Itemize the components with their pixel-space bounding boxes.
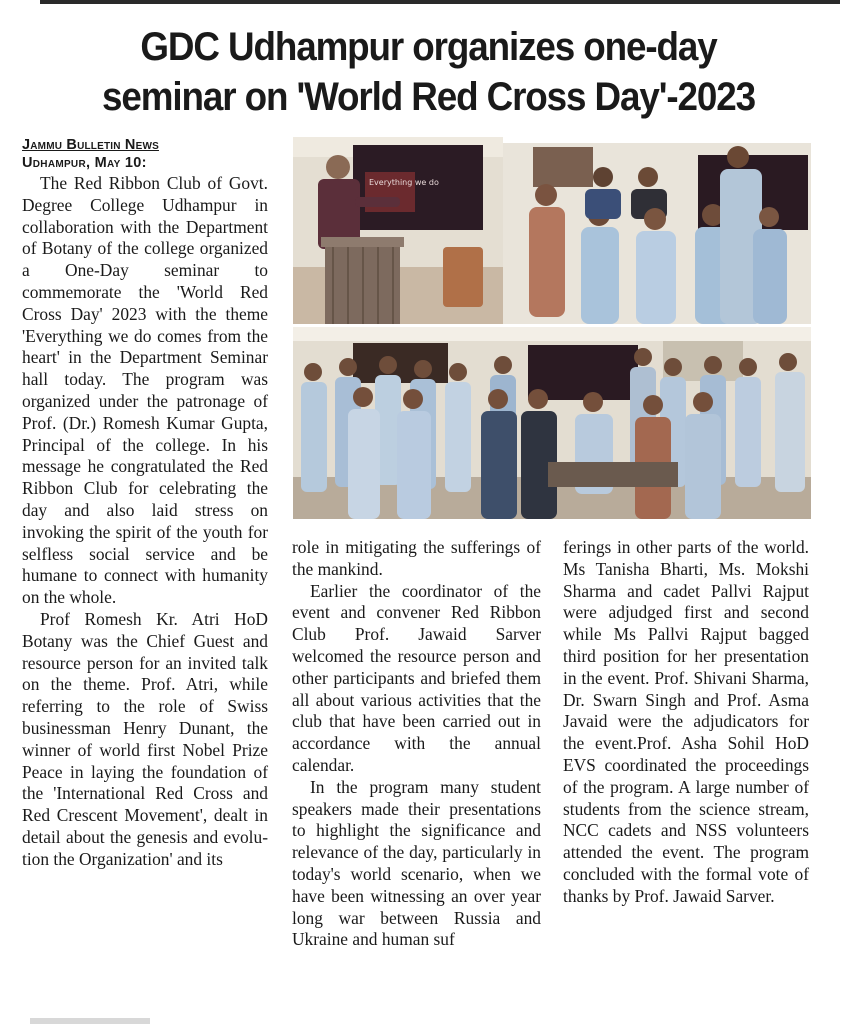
next-article-fragment xyxy=(30,1018,150,1024)
article-column-1 xyxy=(22,137,268,871)
dateline: Udhampur, May 10: xyxy=(22,155,147,171)
paragraph-1: The Red Ribbon Club of Govt. Degree College Udhampur in collaboration with the Department of Botany of the college organized a One-Day seminar to commemorate the 'World Red Cross Day' 2023 with the theme 'Everything we do comes from the heart' in the Department Seminar hall today. The program was organized under the patronage of Prof. (Dr.) Romesh Kumar Gupta, Principal of the college. In his message he congratulated the Red Ribbon Club for celebrating the day and also laid stress on invoking the spirit of the youth for selfless social service and be humane to connect with humanity on the whole. xyxy=(22,173,268,608)
article-column-2 xyxy=(292,537,541,951)
headline-line-2: seminar on 'World Red Cross Day'-2023 xyxy=(102,75,755,119)
paragraph-4: In the program many student speakers made their presentations to highlight the significance and relevance of the day, particularly in today's world scenario, when we have been witnessing an over year long war between Russia and Ukraine and human suf xyxy=(292,776,541,950)
paragraph-2-continued: role in mitigating the sufferings of the mankind. xyxy=(292,537,541,579)
seminar-photo-bottom xyxy=(293,327,811,519)
paragraph-4-continued: ferings in other parts of the world. Ms Tanisha Bharti, Ms. Mokshi Sharma and cadet Pallvi Rajput were adjudged first and second while Ms Pallvi Rajput bagged third position for her presentation in the event. Prof. Shivani Sharma, Dr. Swarn Singh and Prof. Asma Javaid were the adjudicators for the event.Prof. Asha Sohil HoD EVS coordinated the proceedings of the program. A large number of students from the science stream, NCC cadets and NSS volunteers attended the event. The program concluded with the formal vote of thanks by Prof. Jawaid Sarver. xyxy=(563,537,809,906)
top-rule xyxy=(40,0,840,4)
seminar-photo-top xyxy=(293,137,811,324)
screen-text: Everything we do xyxy=(369,178,439,187)
paragraph-3: Earlier the coordinator of the event and convener Red Ribbon Club Prof. Jawaid Sarver welcomed the resource person and other participants and briefed them all about various activities that the club that have been carried out in accordance with the annual calendar. xyxy=(292,580,541,775)
headline-line-1: GDC Udhampur organizes one-day xyxy=(140,25,717,69)
headline xyxy=(34,22,822,122)
article-column-3 xyxy=(563,537,809,908)
source-credit: Jammu Bulletin News xyxy=(22,137,159,153)
paragraph-2: Prof Romesh Kr. Atri HoD Botany was the Chief Guest and resource person for an invited talk on the theme. Prof. Atri, while referring to the role of Swiss businessman Henry Dunant, the winner of world first Nobel Prize Peace in laying the foundation of the 'International Red Cross and Red Crescent Movement', dealt in detail about the genesis and evolution the Organization' and its xyxy=(22,608,268,869)
